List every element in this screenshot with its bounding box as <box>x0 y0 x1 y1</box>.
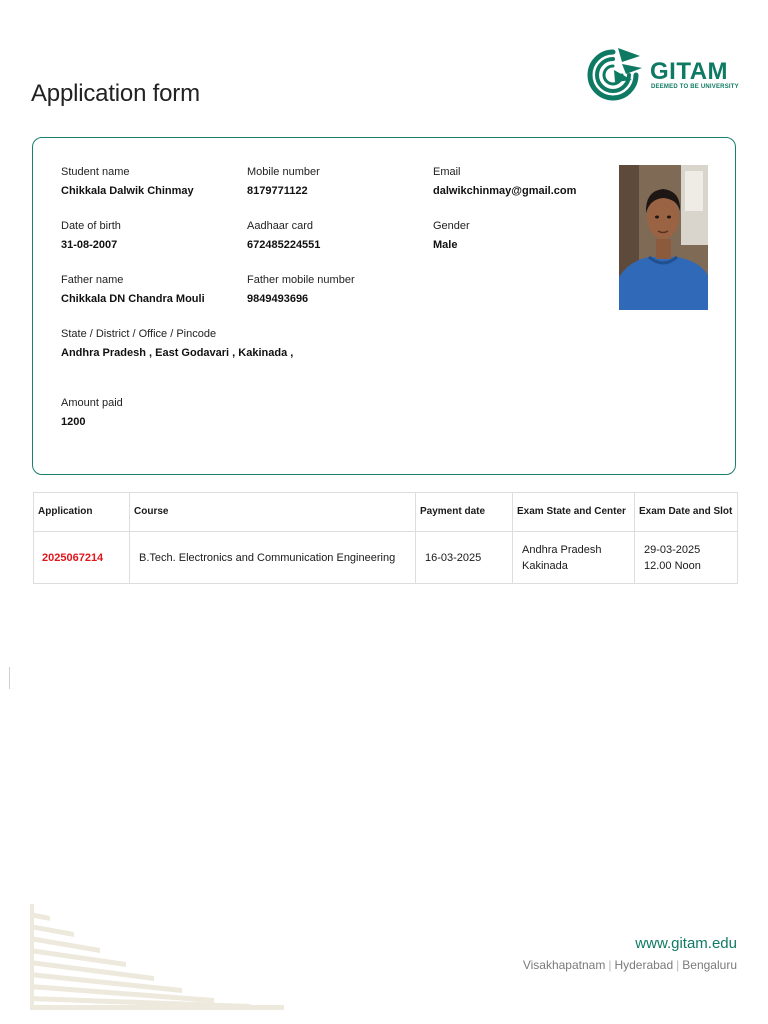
footer-stripe-graphic <box>30 904 286 1010</box>
applicant-details-card <box>32 137 736 475</box>
website-link[interactable]: www.gitam.edu <box>635 935 737 952</box>
address-value: Andhra Pradesh , East Godavari , Kakinada , <box>61 347 294 359</box>
dob-field <box>61 219 121 252</box>
amount-field <box>61 396 123 429</box>
campus-visakhapatnam: Visakhapatnam <box>522 958 606 972</box>
email-field <box>433 165 576 198</box>
gitam-logo <box>582 44 742 108</box>
email-label: Email <box>433 166 461 178</box>
table-row <box>34 532 738 584</box>
gender-field <box>433 219 470 252</box>
header-exam-state-center: Exam State and Center <box>513 493 635 532</box>
mobile-label: Mobile number <box>247 166 320 178</box>
mobile-value: 8179771122 <box>247 185 308 197</box>
father-name-label: Father name <box>61 274 124 286</box>
student-photo <box>619 165 708 310</box>
application-number-cell <box>34 532 130 584</box>
dob-value: 31-08-2007 <box>61 239 118 251</box>
father-mobile-value: 9849493696 <box>247 293 309 305</box>
student-name-value: Chikkala Dalwik Chinmay <box>61 185 194 197</box>
dob-label: Date of birth <box>61 220 121 232</box>
header-payment-date: Payment date <box>416 493 513 532</box>
exam-state-center-cell <box>513 532 635 584</box>
address-field <box>61 327 293 360</box>
gender-label: Gender <box>433 220 470 232</box>
exam-date: 29-03-2025 <box>644 543 701 556</box>
header-exam-date-slot: Exam Date and Slot <box>635 493 738 532</box>
course-cell: B.Tech. Electronics and Communication Engineering <box>130 532 416 584</box>
exam-center: Kakinada <box>522 559 568 572</box>
brand-name: GITAM <box>650 58 729 85</box>
gitam-emblem-icon <box>582 44 644 106</box>
student-name-field <box>61 165 194 198</box>
table-header-row <box>34 493 738 532</box>
mobile-field <box>247 165 320 198</box>
exam-state: Andhra Pradesh <box>522 543 602 556</box>
student-photo-image <box>619 165 708 310</box>
campus-separator: | <box>608 958 612 972</box>
campus-hyderabad: Hyderabad <box>614 958 674 972</box>
email-value: dalwikchinmay@gmail.com <box>433 185 577 197</box>
header-application: Application <box>34 493 130 532</box>
payment-date-cell: 16-03-2025 <box>416 532 513 584</box>
gender-value: Male <box>433 239 458 251</box>
father-name-field <box>61 273 205 306</box>
brand-tagline: DEEMED TO BE UNIVERSITY <box>651 84 739 90</box>
aadhaar-field <box>247 219 320 252</box>
father-mobile-field <box>247 273 355 306</box>
amount-value: 1200 <box>61 416 86 428</box>
campus-list <box>523 958 737 972</box>
aadhaar-value: 672485224551 <box>247 239 321 251</box>
father-name-value: Chikkala DN Chandra Mouli <box>61 293 205 305</box>
application-number: 2025067214 <box>42 551 104 564</box>
father-mobile-label: Father mobile number <box>247 274 355 286</box>
address-label: State / District / Office / Pincode <box>61 328 217 340</box>
header-course: Course <box>130 493 416 532</box>
page-title: Application form <box>31 80 200 107</box>
aadhaar-label: Aadhaar card <box>247 220 314 232</box>
student-name-label: Student name <box>61 166 130 178</box>
campus-separator: | <box>676 958 680 972</box>
margin-mark <box>9 667 10 689</box>
exam-date-slot-cell <box>635 532 738 584</box>
exam-slot: 12.00 Noon <box>644 559 701 572</box>
amount-label: Amount paid <box>61 397 123 409</box>
application-table <box>33 492 738 584</box>
campus-bengaluru: Bengaluru <box>682 958 737 972</box>
